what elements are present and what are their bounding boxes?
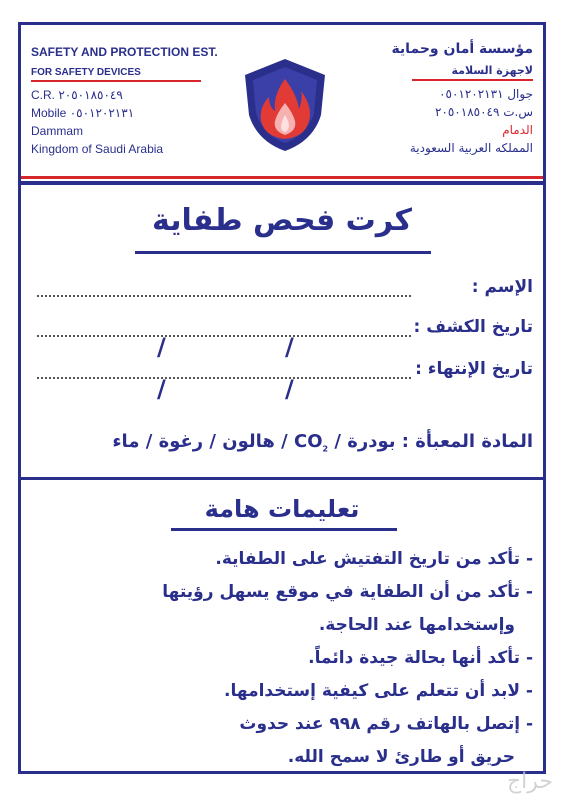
- date-separator: /: [285, 333, 294, 361]
- instruction-item: - تأكد من تاريخ التفتيش على الطفاية.: [215, 549, 533, 569]
- instruction-item: - لابد أن تتعلم على كيفية إستخدامها.: [224, 681, 533, 701]
- inspection-date-row: [21, 317, 543, 361]
- inspection-date-input-line[interactable]: [37, 333, 411, 361]
- company-name-en: SAFETY AND PROTECTION EST.: [31, 45, 218, 59]
- filled-material-options: / هالون / رغوة / ماء: [112, 431, 295, 452]
- mobile-en: Mobile ٠٥٠١٢٠٢١٣١: [31, 106, 135, 120]
- date-separator: /: [157, 333, 166, 361]
- instruction-item-continued: وإستخدامها عند الحاجة.: [318, 615, 515, 635]
- extinguisher-card: [18, 22, 546, 774]
- co2-subscript: 2: [322, 444, 329, 454]
- instruction-item: - تأكد من أن الطفاية في موقع يسهل رؤيتها: [162, 582, 533, 602]
- instruction-item-continued: حريق أو طارئ لا سمح الله.: [287, 747, 515, 767]
- header-red-stripe: [21, 176, 543, 179]
- expiry-date-row: [21, 359, 543, 403]
- section-divider: [21, 477, 543, 480]
- flame-shield-icon: [239, 55, 331, 155]
- date-separator: /: [157, 375, 166, 403]
- title-underline: [135, 251, 431, 254]
- date-separator: /: [285, 375, 294, 403]
- inspection-date-label: تاريخ الكشف :: [413, 317, 533, 337]
- company-name-ar: مؤسسة أمان وحماية: [391, 41, 533, 57]
- name-label: الإسم :: [471, 277, 533, 297]
- city-en: Dammam: [31, 124, 84, 138]
- cr-number-ar: س.ت ٢٠٥٠١٨٥٠٤٩: [434, 105, 533, 119]
- expiry-date-label: تاريخ الإنتهاء :: [415, 359, 533, 379]
- instruction-item: - إتصل بالهاتف رقم ٩٩٨ عند حدوث: [239, 714, 533, 734]
- english-company-info: [31, 45, 231, 158]
- name-input-line[interactable]: [37, 295, 411, 297]
- company-subtitle-ar: لاجهزة السلامة: [412, 63, 533, 81]
- instructions-title: تعليمات هامة: [204, 495, 360, 523]
- country-en: Kingdom of Saudi Arabia: [31, 142, 164, 156]
- cr-number-en: C.R. ٢٠٥٠١٨٥٠٤٩: [31, 88, 123, 102]
- instructions-list: [33, 543, 533, 774]
- city-ar: الدمام: [502, 123, 533, 137]
- card-header: [21, 25, 543, 177]
- instruction-item: - تأكد أنها بحالة جيدة دائماً.: [308, 648, 533, 668]
- company-subtitle-en: FOR SAFETY DEVICES: [31, 66, 201, 82]
- filled-material-label: المادة المعبأة : بودرة / CO: [294, 431, 533, 452]
- filled-material-line: [112, 431, 533, 454]
- header-blue-stripe: [21, 181, 543, 185]
- watermark-logo: حراج: [506, 769, 553, 794]
- instructions-underline: [171, 528, 397, 531]
- name-field-row: [21, 277, 543, 307]
- card-title: كرت فحص طفاية: [152, 203, 412, 238]
- mobile-ar: جوال ٠٥٠١٢٠٢١٣١: [439, 87, 533, 101]
- arabic-company-info: [333, 39, 533, 157]
- expiry-date-input-line[interactable]: [37, 375, 411, 403]
- country-ar: المملكه العربية السعودية: [409, 141, 533, 155]
